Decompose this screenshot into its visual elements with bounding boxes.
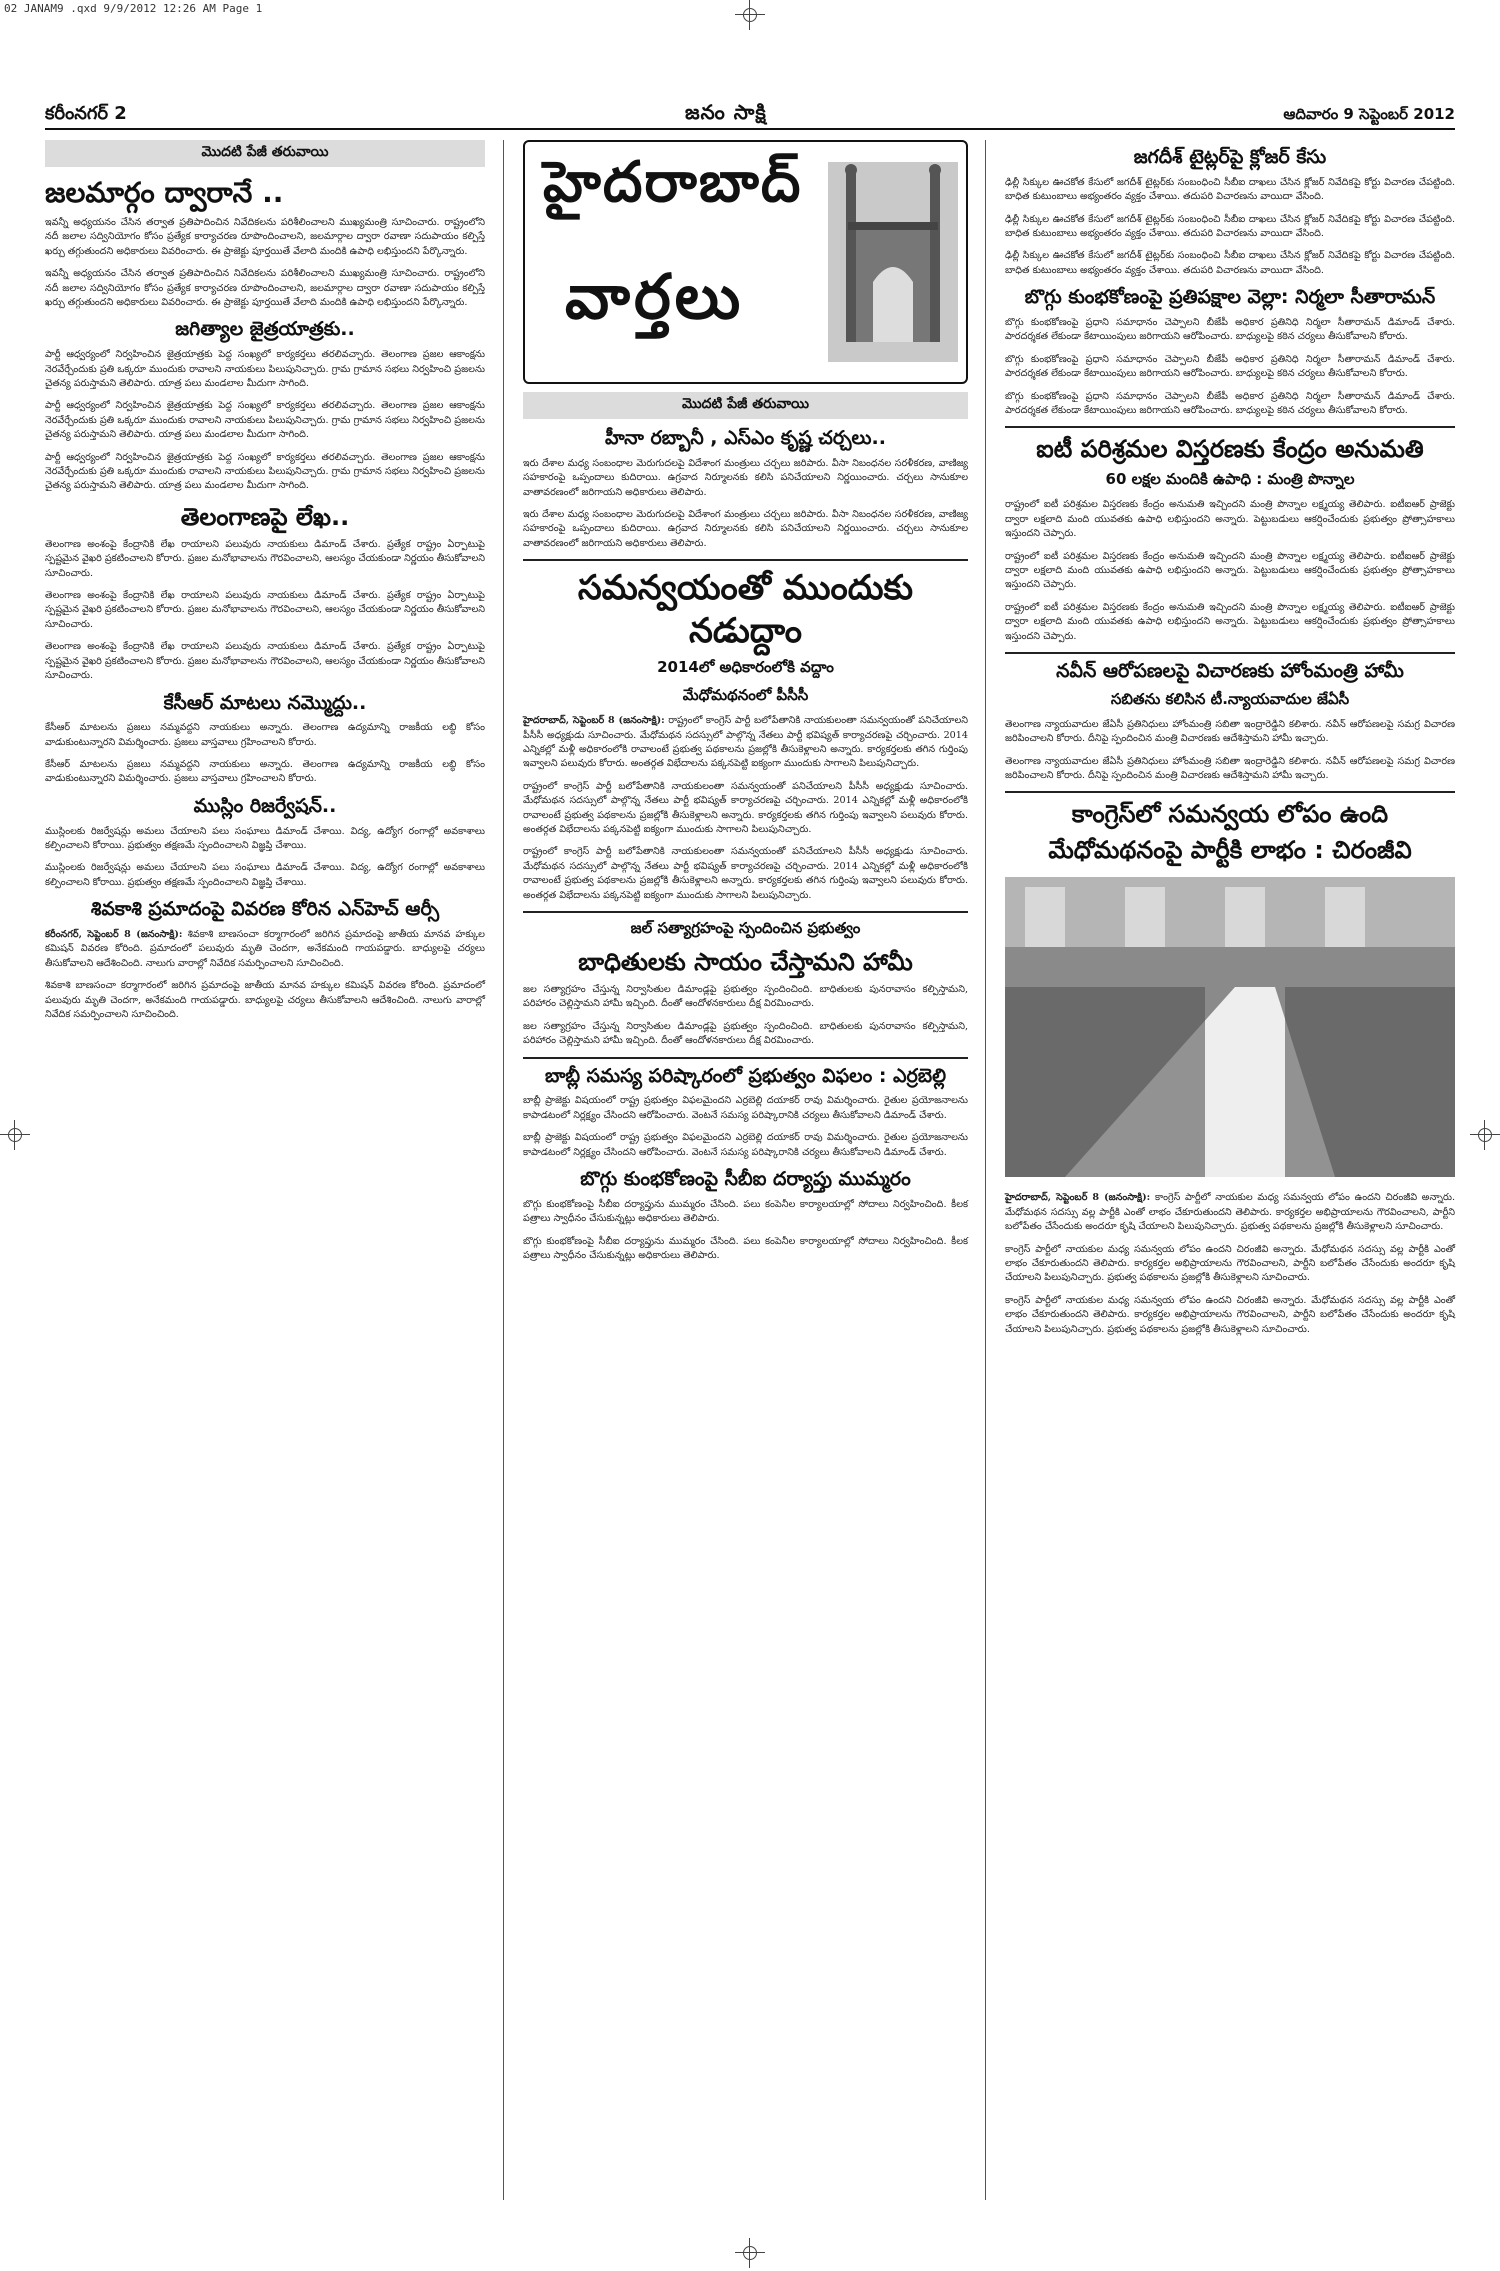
headline: బొగ్గు కుంభకోణంపై సీబీఐ దర్యాప్తు ముమ్మరం (580, 1168, 911, 1191)
registration-mark-icon (735, 2238, 765, 2268)
article-body: జల సత్యాగ్రహం చేస్తున్న నిర్వాసితుల డిమాండ్లపై ప్రభుత్వం స్పందించింది. బాధితులకు పునరావాసం కల్పిస్తామని, పరిహారం చెల్లిస్తామని హామీ ఇచ్చింది. దీంతో ఆందోళనకారులు దీక్ష విరమించారు. (523, 984, 968, 1010)
dateline: హైదరాబాద్, సెప్టెంబర్ 8 (జనంసాక్షి): (523, 715, 665, 727)
masthead-title: హైదరాబాద్ (543, 150, 803, 215)
headline: జగదీశ్ టైట్లర్‌పై క్లోజర్ కేసు (1133, 146, 1327, 168)
article-body: తెలంగాణ న్యాయవాదుల జేఏసీ ప్రతినిధులు హోంమంత్రి సబితా ఇంద్రారెడ్డిని కలిశారు. నవీన్ ఆరోపణలపై సమగ్ర విచారణ జరిపించాలని కోరారు. దీనిపై స్పందించిన మంత్రి విచారణకు ఆదేశిస్తామని హామీ ఇచ్చారు. (1005, 718, 1455, 745)
headline: జలమార్గం ద్వారానే .. (45, 176, 284, 209)
article-body (1005, 1191, 1455, 1234)
divider (523, 1057, 968, 1059)
headline: హీనా రబ్బానీ , ఎస్‌ఎం కృష్ణ చర్చలు.. (605, 427, 886, 449)
column-middle (523, 140, 968, 1271)
article-body: కాంగ్రెస్ పార్టీలో నాయకుల మధ్య సమన్వయ లోపం ఉందని చిరంజీవి అన్నారు. మేధోమథన సదస్సు వల్ల పార్టీకి ఎంతో లాభం చేకూరుతుందని తెలిపారు. కార్యకర్తల అభిప్రాయాలను గౌరవించాలని, పార్టీని బలోపేతం చేసేందుకు అందరూ కృషి చేయాలని పిలుపునిచ్చారు. ప్రభుత్వ పథకాలను ప్రజల్లోకి తీసుకెళ్లాలని సూచించారు. (1005, 1294, 1455, 1335)
continued-kicker: మొదటి పేజీ తరువాయి (45, 140, 485, 167)
page-header (45, 100, 1455, 130)
article-body: ముస్లింలకు రిజర్వేషన్లు అమలు చేయాలని పలు సంఘాలు డిమాండ్ చేశాయి. విద్య, ఉద్యోగ రంగాల్లో అవకాశాలు కల్పించాలని కోరాయి. ప్రభుత్వం తక్షణమే స్పందించాలని విజ్ఞప్తి చేశాయి. (45, 825, 485, 852)
headline: కాంగ్రెస్‌లో సమన్వయ లోపం ఉంది (1071, 800, 1389, 829)
article-body (523, 714, 968, 772)
article-body: ముస్లింలకు రిజర్వేషన్లు అమలు చేయాలని పలు సంఘాలు డిమాండ్ చేశాయి. విద్య, ఉద్యోగ రంగాల్లో అవకాశాలు కల్పించాలని కోరాయి. ప్రభుత్వం తక్షణమే స్పందించాలని విజ్ఞప్తి చేశాయి. (45, 862, 485, 888)
masthead-subtitle: వార్తలు (565, 260, 745, 333)
article-body: తెలంగాణ అంశంపై కేంద్రానికి లేఖ రాయాలని పలువురు నాయకులు డిమాండ్ చేశారు. ప్రత్యేక రాష్ట్రం ఏర్పాటుపై స్పష్టమైన వైఖరి ప్రకటించాలని కోరారు. ప్రజల మనోభావాలను గౌరవించాలని, ఆలస్యం చేయకుండా నిర్ణయం తీసుకోవాలని సూచించారు. (45, 538, 485, 579)
article-body: రాష్ట్రంలో కాంగ్రెస్ పార్టీ బలోపేతానికి నాయకులంతా సమన్వయంతో పనిచేయాలని పీసీసీ అధ్యక్షుడు సూచించారు. మేధోమథన సదస్సులో పాల్గొన్న నేతలు పార్టీ భవిష్యత్ కార్యాచరణపై చర్చించారు. 2014 ఎన్నికల్లో మళ్లీ అధికారంలోకి రావాలంటే ప్రభుత్వ పథకాలను ప్రజల్లోకి తీసుకెళ్లాలని అన్నారు. కార్యకర్తలకు తగిన గుర్తింపు ఇవ్వాలని పలువురు కోరారు. అంతర్గత విభేదాలను పక్కనపెట్టి ఐక్యంగా ముందుకు సాగాలని పిలుపునిచ్చారు. (523, 780, 968, 836)
column-left (45, 140, 485, 1030)
headline: బాబ్లీ సమస్య పరిష్కారంలో ప్రభుత్వం విఫలం : ఎర్రబెల్లి (545, 1064, 946, 1087)
issue-date: ఆదివారం 9 సెప్టెంబర్ 2012 (1283, 105, 1455, 123)
divider (523, 559, 968, 561)
article-text: కాంగ్రెస్ పార్టీలో నాయకుల మధ్య సమన్వయ లోపం ఉందని చిరంజీవి అన్నారు. మేధోమథన సదస్సు వల్ల పార్టీకి ఎంతో లాభం చేకూరుతుందని తెలిపారు. కార్యకర్తల అభిప్రాయాలను గౌరవించాలని, పార్టీని బలోపేతం చేసేందుకు అందరూ కృషి చేయాలని పిలుపునిచ్చారు. ప్రభుత్వ పథకాలను ప్రజల్లోకి తీసుకెళ్లాలని సూచించారు. (1005, 1192, 1455, 1233)
registration-mark-icon (0, 1120, 30, 1150)
article-body: పార్టీ ఆధ్వర్యంలో నిర్వహించిన జైత్రయాత్రకు పెద్ద సంఖ్యలో కార్యకర్తలు తరలివచ్చారు. తెలంగాణ ప్రజల ఆకాంక్షను నెరవేర్చేందుకు ప్రతి ఒక్కరూ ముందుకు రావాలని నాయకులు పిలుపునిచ్చారు. గ్రామ గ్రామాన సభలు నిర్వహించి ప్రజలను చైతన్య పరుస్తామని తెలిపారు. యాత్ర పలు మండలాల మీదుగా సాగింది. (45, 400, 485, 441)
column-divider (985, 140, 986, 2200)
page-number: కరీంనగర్ 2 (45, 103, 127, 124)
article-body: ఇరు దేశాల మధ్య సంబంధాల మెరుగుదలపై విదేశాంగ మంత్రులు చర్చలు జరిపారు. వీసా నిబంధనల సరళీకరణ, వాణిజ్య సహకారంపై ఒప్పందాలు కుదిరాయి. ఉగ్రవాద నిర్మూలనకు కలిసి పనిచేయాలని నిర్ణయించారు. చర్చలు సానుకూల వాతావరణంలో జరిగాయని అధికారులు తెలిపారు. (523, 508, 968, 549)
divider (1005, 652, 1455, 654)
article-body: రాష్ట్రంలో ఐటీ పరిశ్రమల విస్తరణకు కేంద్రం అనుమతి ఇచ్చిందని మంత్రి పొన్నాల లక్ష్మయ్య తెలిపారు. ఐటీఐఆర్ ప్రాజెక్టు ద్వారా లక్షలాది మంది యువతకు ఉపాధి లభిస్తుందని అన్నారు. పెట్టుబడులు ఆకర్షించేందుకు ప్రభుత్వం ప్రోత్సాహకాలు ఇస్తుందని చెప్పారు. (1005, 550, 1455, 591)
article-body: బొగ్గు కుంభకోణంపై సీబీఐ దర్యాప్తును ముమ్మరం చేసింది. పలు కంపెనీల కార్యాలయాల్లో సోదాలు నిర్వహించింది. కీలక పత్రాలు స్వాధీనం చేసుకున్నట్లు అధికారులు తెలిపారు. (523, 1235, 968, 1262)
dateline: కరీంనగర్, సెప్టెంబర్ 8 (జనంసాక్షి): (45, 929, 183, 940)
divider (1005, 426, 1455, 428)
article-body: ఇవన్నీ అధ్యయనం చేసిన తర్వాత ప్రతిపాదించిన నివేదికలను పరిశీలించాలని ముఖ్యమంత్రి సూచించారు. రాష్ట్రంలోని నదీ జలాల సద్వినియోగం కోసం ప్రత్యేక కార్యాచరణ రూపొందించాలని, జలమార్గాల ద్వారా రవాణా సదుపాయం కల్పిస్తే ఖర్చు తగ్గుతుందని అధికారులు వివరించారు. ఈ ప్రాజెక్టు పూర్తయితే వేలాది మందికి ఉపాధి లభిస్తుందని పేర్కొన్నారు. (45, 268, 485, 309)
article-body: పార్టీ ఆధ్వర్యంలో నిర్వహించిన జైత్రయాత్రకు పెద్ద సంఖ్యలో కార్యకర్తలు తరలివచ్చారు. తెలంగాణ ప్రజల ఆకాంక్షను నెరవేర్చేందుకు ప్రతి ఒక్కరూ ముందుకు రావాలని నాయకులు పిలుపునిచ్చారు. గ్రామ గ్రామాన సభలు నిర్వహించి ప్రజలను చైతన్య పరుస్తామని తెలిపారు. యాత్ర పలు మండలాల మీదుగా సాగింది. (45, 349, 485, 389)
headline: మేధోమథనంపై పార్టీకి లాభం : చిరంజీవి (1048, 836, 1412, 865)
article-body: బాబ్లీ ప్రాజెక్టు విషయంలో రాష్ట్ర ప్రభుత్వం విఫలమైందని ఎర్రబెల్లి దయాకర్ రావు విమర్శించారు. రైతుల ప్రయోజనాలను కాపాడటంలో నిర్లక్ష్యం చేసిందని ఆరోపించారు. వెంటనే సమస్య పరిష్కారానికి చర్యలు తీసుకోవాలని డిమాండ్ చేశారు. (523, 1095, 968, 1121)
headline: జగిత్యాల జైత్రయాత్రకు.. (175, 318, 355, 341)
column-divider (503, 140, 504, 2200)
column-right (1005, 140, 1455, 1345)
article-body: కాంగ్రెస్ పార్టీలో నాయకుల మధ్య సమన్వయ లోపం ఉందని చిరంజీవి అన్నారు. మేధోమథన సదస్సు వల్ల పార్టీకి ఎంతో లాభం చేకూరుతుందని తెలిపారు. కార్యకర్తల అభిప్రాయాలను గౌరవించాలని, పార్టీని బలోపేతం చేసేందుకు అందరూ కృషి చేయాలని పిలుపునిచ్చారు. ప్రభుత్వ పథకాలను ప్రజల్లోకి తీసుకెళ్లాలని సూచించారు. (1005, 1243, 1455, 1284)
article-body: ఇవన్నీ అధ్యయనం చేసిన తర్వాత ప్రతిపాదించిన నివేదికలను పరిశీలించాలని ముఖ్యమంత్రి సూచించారు. రాష్ట్రంలోని నదీ జలాల సద్వినియోగం కోసం ప్రత్యేక కార్యాచరణ రూపొందించాలని, జలమార్గాల ద్వారా రవాణా సదుపాయం కల్పిస్తే ఖర్చు తగ్గుతుందని అధికారులు వివరించారు. ఈ ప్రాజెక్టు పూర్తయితే వేలాది మందికి ఉపాధి లభిస్తుందని పేర్కొన్నారు. (45, 217, 485, 257)
divider (523, 911, 968, 913)
subheadline: 2014లో అధికారంలోకి వద్దాం (657, 658, 834, 677)
article-body: రాష్ట్రంలో కాంగ్రెస్ పార్టీ బలోపేతానికి నాయకులంతా సమన్వయంతో పనిచేయాలని పీసీసీ అధ్యక్షుడు సూచించారు. మేధోమథన సదస్సులో పాల్గొన్న నేతలు పార్టీ భవిష్యత్ కార్యాచరణపై చర్చించారు. 2014 ఎన్నికల్లో మళ్లీ అధికారంలోకి రావాలంటే ప్రభుత్వ పథకాలను ప్రజల్లోకి తీసుకెళ్లాలని అన్నారు. కార్యకర్తలకు తగిన గుర్తింపు ఇవ్వాలని పలువురు కోరారు. అంతర్గత విభేదాలను పక్కనపెట్టి ఐక్యంగా ముందుకు సాగాలని పిలుపునిచ్చారు. (523, 846, 968, 901)
section-masthead (523, 140, 968, 384)
dateline: హైదరాబాద్, సెప్టెంబర్ 8 (జనంసాక్షి): (1005, 1192, 1151, 1204)
headline: ఐటీ పరిశ్రమల విస్తరణకు కేంద్రం అనుమతి (1036, 435, 1424, 464)
article-text: శివకాశి బాణసంచా కర్మాగారంలో జరిగిన ప్రమాదంపై జాతీయ మానవ హక్కుల కమిషన్ వివరణ కోరింది. ప్రమాదంలో పలువురు మృతి చెందగా, అనేకమంది గాయపడ్డారు. బాధ్యులపై చర్యలు తీసుకోవాలని ఆదేశించింది. నాలుగు వారాల్లో నివేదిక సమర్పించాలని సూచించింది. (45, 929, 485, 969)
article-body: ఢిల్లీ సిక్కుల ఊచకోత కేసులో జగదీశ్ టైట్లర్‌కు సంబంధించి సీబీఐ దాఖలు చేసిన క్లోజర్ నివేదికపై కోర్టు విచారణ చేపట్టింది. బాధిత కుటుంబాలు అభ్యంతరం వ్యక్తం చేశాయి. తదుపరి విచారణను వాయిదా వేసింది. (1005, 176, 1455, 203)
registration-mark-icon (735, 0, 765, 30)
subheadline: జల్ సత్యాగ్రహంపై స్పందించిన ప్రభుత్వం (630, 919, 861, 938)
article-body: రాష్ట్రంలో ఐటీ పరిశ్రమల విస్తరణకు కేంద్రం అనుమతి ఇచ్చిందని మంత్రి పొన్నాల లక్ష్మయ్య తెలిపారు. ఐటీఐఆర్ ప్రాజెక్టు ద్వారా లక్షలాది మంది యువతకు ఉపాధి లభిస్తుందని అన్నారు. పెట్టుబడులు ఆకర్షించేందుకు ప్రభుత్వం ప్రోత్సాహకాలు ఇస్తుందని చెప్పారు. (1005, 601, 1455, 642)
article-body: కేసీఆర్ మాటలను ప్రజలు నమ్మవద్దని నాయకులు అన్నారు. తెలంగాణ ఉద్యమాన్ని రాజకీయ లబ్ధి కోసం వాడుకుంటున్నారని విమర్శించారు. ప్రజలు వాస్తవాలు గ్రహించాలని కోరారు. (45, 722, 485, 748)
article-body: బాబ్లీ ప్రాజెక్టు విషయంలో రాష్ట్ర ప్రభుత్వం విఫలమైందని ఎర్రబెల్లి దయాకర్ రావు విమర్శించారు. రైతుల ప్రయోజనాలను కాపాడటంలో నిర్లక్ష్యం చేసిందని ఆరోపించారు. వెంటనే సమస్య పరిష్కారానికి చర్యలు తీసుకోవాలని డిమాండ్ చేశారు. (523, 1132, 968, 1158)
article-body: రాష్ట్రంలో ఐటీ పరిశ్రమల విస్తరణకు కేంద్రం అనుమతి ఇచ్చిందని మంత్రి పొన్నాల లక్ష్మయ్య తెలిపారు. ఐటీఐఆర్ ప్రాజెక్టు ద్వారా లక్షలాది మంది యువతకు ఉపాధి లభిస్తుందని అన్నారు. పెట్టుబడులు ఆకర్షించేందుకు ప్రభుత్వం ప్రోత్సాహకాలు ఇస్తుందని చెప్పారు. (1005, 499, 1455, 540)
headline: కేసీఆర్ మాటలు నమ్మొద్దు.. (163, 691, 367, 714)
headline: నవీన్ ఆరోపణలపై విచారణకు హోంమంత్రి హామీ (1056, 660, 1404, 683)
meeting-photo (1005, 877, 1455, 1177)
headline: బొగ్గు కుంభకోణంపై ప్రతిపక్షాల వెల్లా: నిర్మలా సీతారామన్ (1024, 286, 1436, 309)
article-body: కేసీఆర్ మాటలను ప్రజలు నమ్మవద్దని నాయకులు అన్నారు. తెలంగాణ ఉద్యమాన్ని రాజకీయ లబ్ధి కోసం వాడుకుంటున్నారని విమర్శించారు. ప్రజలు వాస్తవాలు గ్రహించాలని కోరారు. (45, 759, 485, 785)
print-slug: 02 JANAM9 .qxd 9/9/2012 12:26 AM Page 1 (4, 2, 263, 15)
charminar-icon (828, 162, 958, 362)
article-body: తెలంగాణ న్యాయవాదుల జేఏసీ ప్రతినిధులు హోంమంత్రి సబితా ఇంద్రారెడ్డిని కలిశారు. నవీన్ ఆరోపణలపై సమగ్ర విచారణ జరిపించాలని కోరారు. దీనిపై స్పందించిన మంత్రి విచారణకు ఆదేశిస్తామని హామీ ఇచ్చారు. (1005, 755, 1455, 781)
article-body (45, 928, 485, 971)
subheadline: మేధోమథనంలో పీసీసీ (682, 686, 809, 705)
newspaper-page (45, 100, 1455, 2200)
article-body: బొగ్గు కుంభకోణంపై ప్రధాని సమాధానం చెప్పాలని బీజేపీ అధికార ప్రతినిధి నిర్మలా సీతారామన్ డిమాండ్ చేశారు. పారదర్శకత లేకుండా కేటాయింపులు జరిగాయని ఆరోపించారు. బాధ్యులపై కఠిన చర్యలు తీసుకోవాలని కోరారు. (1005, 353, 1455, 380)
article-body: శివకాశి బాణసంచా కర్మాగారంలో జరిగిన ప్రమాదంపై జాతీయ మానవ హక్కుల కమిషన్ వివరణ కోరింది. ప్రమాదంలో పలువురు మృతి చెందగా, అనేకమంది గాయపడ్డారు. బాధ్యులపై చర్యలు తీసుకోవాలని ఆదేశించింది. నాలుగు వారాల్లో నివేదిక సమర్పించాలని సూచించింది. (45, 980, 485, 1021)
headline: బాధితులకు సాయం చేస్తామని హామీ (578, 948, 913, 977)
paper-logo: జనం సాక్షి (685, 100, 767, 124)
article-body: పార్టీ ఆధ్వర్యంలో నిర్వహించిన జైత్రయాత్రకు పెద్ద సంఖ్యలో కార్యకర్తలు తరలివచ్చారు. తెలంగాణ ప్రజల ఆకాంక్షను నెరవేర్చేందుకు ప్రతి ఒక్కరూ ముందుకు రావాలని నాయకులు పిలుపునిచ్చారు. గ్రామ గ్రామాన సభలు నిర్వహించి ప్రజలను చైతన్య పరుస్తామని తెలిపారు. యాత్ర పలు మండలాల మీదుగా సాగింది. (45, 451, 485, 492)
headline: సమన్వయంతో ముందుకు నడుద్దాం (577, 568, 914, 651)
article-body: జల సత్యాగ్రహం చేస్తున్న నిర్వాసితుల డిమాండ్లపై ప్రభుత్వం స్పందించింది. బాధితులకు పునరావాసం కల్పిస్తామని, పరిహారం చెల్లిస్తామని హామీ ఇచ్చింది. దీంతో ఆందోళనకారులు దీక్ష విరమించారు. (523, 1020, 968, 1047)
continued-kicker: మొదటి పేజీ తరువాయి (523, 392, 968, 419)
article-body: తెలంగాణ అంశంపై కేంద్రానికి లేఖ రాయాలని పలువురు నాయకులు డిమాండ్ చేశారు. ప్రత్యేక రాష్ట్రం ఏర్పాటుపై స్పష్టమైన వైఖరి ప్రకటించాలని కోరారు. ప్రజల మనోభావాలను గౌరవించాలని, ఆలస్యం చేయకుండా నిర్ణయం తీసుకోవాలని సూచించారు. (45, 641, 485, 682)
article-body: ఇరు దేశాల మధ్య సంబంధాల మెరుగుదలపై విదేశాంగ మంత్రులు చర్చలు జరిపారు. వీసా నిబంధనల సరళీకరణ, వాణిజ్య సహకారంపై ఒప్పందాలు కుదిరాయి. ఉగ్రవాద నిర్మూలనకు కలిసి పనిచేయాలని నిర్ణయించారు. చర్చలు సానుకూల వాతావరణంలో జరిగాయని అధికారులు తెలిపారు. (523, 457, 968, 498)
headline: శివకాశి ప్రమాదంపై వివరణ కోరిన ఎన్‌హెచ్ ఆర్సీ (90, 898, 440, 921)
article-body: ఢిల్లీ సిక్కుల ఊచకోత కేసులో జగదీశ్ టైట్లర్‌కు సంబంధించి సీబీఐ దాఖలు చేసిన క్లోజర్ నివేదికపై కోర్టు విచారణ చేపట్టింది. బాధిత కుటుంబాలు అభ్యంతరం వ్యక్తం చేశాయి. తదుపరి విచారణను వాయిదా వేసింది. (1005, 250, 1455, 276)
article-text: రాష్ట్రంలో కాంగ్రెస్ పార్టీ బలోపేతానికి నాయకులంతా సమన్వయంతో పనిచేయాలని పీసీసీ అధ్యక్షుడు సూచించారు. మేధోమథన సదస్సులో పాల్గొన్న నేతలు పార్టీ భవిష్యత్ కార్యాచరణపై చర్చించారు. 2014 ఎన్నికల్లో మళ్లీ అధికారంలోకి రావాలంటే ప్రభుత్వ పథకాలను ప్రజల్లోకి తీసుకెళ్లాలని అన్నారు. కార్యకర్తలకు తగిన గుర్తింపు ఇవ్వాలని పలువురు కోరారు. అంతర్గత విభేదాలను పక్కనపెట్టి ఐక్యంగా ముందుకు సాగాలని పిలుపునిచ్చారు. (523, 715, 968, 770)
article-body: ఢిల్లీ సిక్కుల ఊచకోత కేసులో జగదీశ్ టైట్లర్‌కు సంబంధించి సీబీఐ దాఖలు చేసిన క్లోజర్ నివేదికపై కోర్టు విచారణ చేపట్టింది. బాధిత కుటుంబాలు అభ్యంతరం వ్యక్తం చేశాయి. తదుపరి విచారణను వాయిదా వేసింది. (1005, 213, 1455, 239)
article-body: తెలంగాణ అంశంపై కేంద్రానికి లేఖ రాయాలని పలువురు నాయకులు డిమాండ్ చేశారు. ప్రత్యేక రాష్ట్రం ఏర్పాటుపై స్పష్టమైన వైఖరి ప్రకటించాలని కోరారు. ప్రజల మనోభావాలను గౌరవించాలని, ఆలస్యం చేయకుండా నిర్ణయం తీసుకోవాలని సూచించారు. (45, 590, 485, 630)
registration-mark-icon (1470, 1120, 1500, 1150)
article-body: బొగ్గు కుంభకోణంపై ప్రధాని సమాధానం చెప్పాలని బీజేపీ అధికార ప్రతినిధి నిర్మలా సీతారామన్ డిమాండ్ చేశారు. పారదర్శకత లేకుండా కేటాయింపులు జరిగాయని ఆరోపించారు. బాధ్యులపై కఠిన చర్యలు తీసుకోవాలని కోరారు. (1005, 316, 1455, 343)
divider (1005, 791, 1455, 793)
article-body: బొగ్గు కుంభకోణంపై ప్రధాని సమాధానం చెప్పాలని బీజేపీ అధికార ప్రతినిధి నిర్మలా సీతారామన్ డిమాండ్ చేశారు. పారదర్శకత లేకుండా కేటాయింపులు జరిగాయని ఆరోపించారు. బాధ్యులపై కఠిన చర్యలు తీసుకోవాలని కోరారు. (1005, 390, 1455, 416)
headline: తెలంగాణపై లేఖ.. (180, 502, 350, 531)
article-body: బొగ్గు కుంభకోణంపై సీబీఐ దర్యాప్తును ముమ్మరం చేసింది. పలు కంపెనీల కార్యాలయాల్లో సోదాలు నిర్వహించింది. కీలక పత్రాలు స్వాధీనం చేసుకున్నట్లు అధికారులు తెలిపారు. (523, 1198, 968, 1225)
subheadline: సబితను కలిసిన టీ.న్యాయవాదుల జేఏసీ (1110, 689, 1350, 708)
headline: ముస్లిం రిజర్వేషన్.. (193, 794, 337, 817)
subheadline: 60 లక్షల మందికి ఉపాధి : మంత్రి పొన్నాల (1105, 470, 1355, 489)
